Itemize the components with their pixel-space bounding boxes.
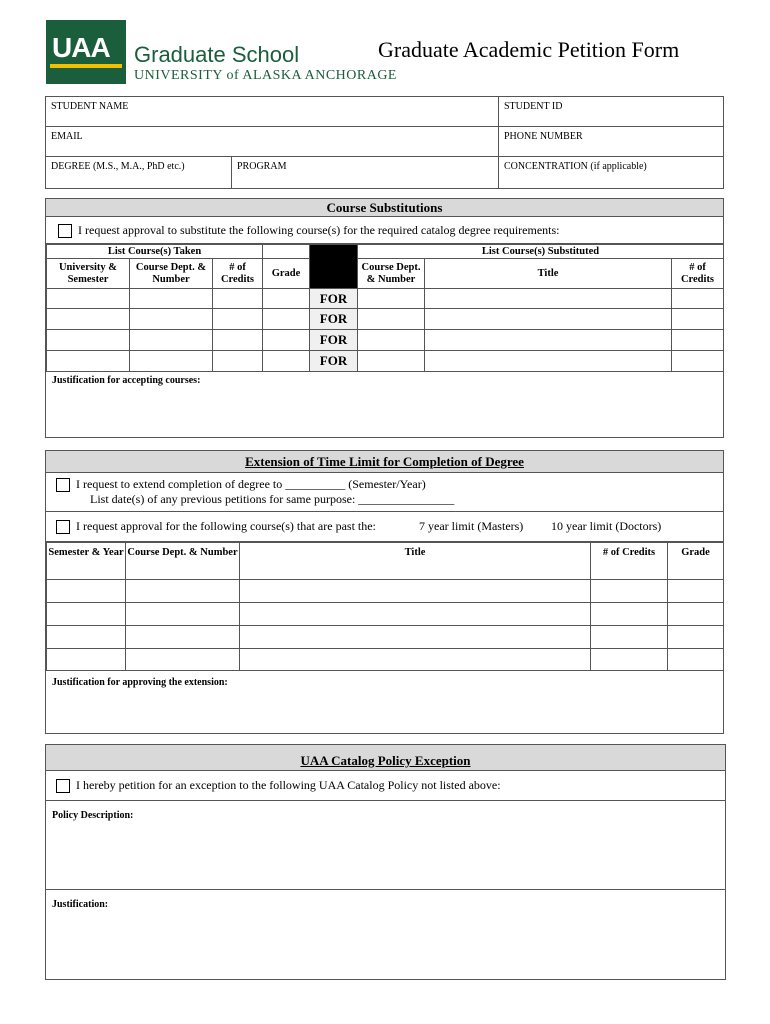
degree-field[interactable]: DEGREE (M.S., M.A., PhD etc.) [46,157,232,189]
student-id-field[interactable]: STUDENT ID [499,97,724,127]
table-cell[interactable] [425,351,672,372]
col-grade: Grade [263,259,310,289]
table-cell[interactable] [358,289,425,309]
col-sub-credits: # of Credits [672,259,724,289]
table-cell[interactable] [591,649,668,671]
table-cell[interactable] [425,330,672,351]
col-title: Title [425,259,672,289]
email-field[interactable]: EMAIL [46,127,499,157]
table-cell[interactable] [591,603,668,626]
table-row [47,626,724,649]
form-title: Graduate Academic Petition Form [378,37,680,62]
policy-description-label: Policy Description: [52,810,134,821]
substitution-table [46,244,724,372]
table-cell[interactable] [672,330,724,351]
col-title: Title [240,543,591,580]
table-row [47,603,724,626]
table-cell[interactable] [130,351,213,372]
table-cell[interactable] [47,289,130,309]
concentration-field[interactable]: CONCENTRATION (if applicable) [499,157,724,189]
table-cell[interactable] [47,580,126,603]
table-cell[interactable] [47,309,130,330]
table-cell[interactable] [358,330,425,351]
policy-exception-section [45,744,726,980]
col-course-dept-number: Course Dept. & Number [126,543,240,580]
extend-request-text: I request to extend completion of degree to __________ (Semester/Year) [76,477,426,491]
table-cell[interactable] [130,309,213,330]
table-row [47,309,724,330]
course-substitutions-section [45,198,724,438]
policy-request-row [46,771,725,801]
table-cell[interactable] [672,309,724,330]
table-cell[interactable] [213,330,263,351]
courses-taken-header: List Course(s) Taken [47,245,263,259]
policy-title [46,745,725,771]
col-grade: Grade [668,543,724,580]
table-cell[interactable] [47,649,126,671]
table-cell[interactable] [130,330,213,351]
logo-mark-text: UAA [52,32,110,63]
student-info-table [45,96,724,189]
for-label: FOR [310,351,358,372]
extension-section [45,450,724,734]
table-cell[interactable] [591,580,668,603]
table-cell[interactable] [263,309,310,330]
black-spacer-cell [310,245,358,289]
policy-description-box[interactable] [46,801,725,890]
table-row [47,580,724,603]
col-course-dept-number: Course Dept. & Number [130,259,213,289]
extension-title [46,451,723,473]
table-row [47,351,724,372]
past-limit-checkbox[interactable] [56,520,70,534]
table-cell[interactable] [240,649,591,671]
col-university-semester: University & Semester [47,259,130,289]
table-cell[interactable] [213,351,263,372]
table-cell[interactable] [130,289,213,309]
extend-request-row [46,473,723,512]
logo-mark [46,20,126,84]
table-cell[interactable] [263,289,310,309]
extension-table [46,542,724,671]
logo-university-name: UNIVERSITY of ALASKA ANCHORAGE [134,68,397,83]
col-sub-course-dept-number: Course Dept. & Number [358,259,425,289]
phone-number-field[interactable]: PHONE NUMBER [499,127,724,157]
col-credits: # of Credits [213,259,263,289]
uaa-logo [46,20,397,84]
table-cell[interactable] [668,626,724,649]
substitution-justification-label[interactable]: Justification for accepting courses: [52,375,201,386]
table-cell[interactable] [47,603,126,626]
table-cell[interactable] [47,351,130,372]
col-credits: # of Credits [591,543,668,580]
logo-school-name: Graduate School [134,42,300,67]
col-semester-year: Semester & Year [47,543,126,580]
extension-justification-label[interactable]: Justification for approving the extension: [52,677,228,688]
table-row [47,649,724,671]
table-cell[interactable] [213,289,263,309]
policy-checkbox[interactable] [56,779,70,793]
courses-substituted-header: List Course(s) Substituted [358,245,724,259]
previous-dates-text: List date(s) of any previous petitions for same purpose: ________________ [90,492,455,507]
student-name-field[interactable]: STUDENT NAME [46,97,499,127]
substitution-request-row [46,217,723,244]
program-field[interactable]: PROGRAM [232,157,499,189]
for-label: FOR [310,309,358,330]
table-cell[interactable] [240,603,591,626]
table-cell[interactable] [425,309,672,330]
for-label: FOR [310,330,358,351]
substitution-request-text: I request approval to substitute the following course(s) for the required catalog degree requirements: [78,223,560,237]
table-cell[interactable] [358,309,425,330]
masters-limit-text: 7 year limit (Masters) [419,519,524,533]
past-limit-request-row [46,512,723,542]
extension-title-text: Extension of Time Limit for Completion of Degree [245,454,524,469]
policy-justification-box[interactable] [46,890,725,982]
policy-justification-label: Justification: [52,899,109,910]
table-cell[interactable] [126,580,240,603]
substitution-checkbox[interactable] [58,224,72,238]
course-substitutions-title: Course Substitutions [46,199,723,217]
table-cell[interactable] [668,649,724,671]
table-row [47,330,724,351]
past-limit-request-text: I request approval for the following course(s) that are past the: [76,519,376,533]
table-cell[interactable] [668,603,724,626]
logo-swoosh [50,64,122,68]
table-cell[interactable] [668,580,724,603]
table-cell[interactable] [358,351,425,372]
table-cell[interactable] [213,309,263,330]
doctors-limit-text: 10 year limit (Doctors) [551,519,662,533]
table-cell[interactable] [591,626,668,649]
table-cell[interactable] [47,626,126,649]
table-cell[interactable] [47,330,130,351]
table-cell[interactable] [126,649,240,671]
table-cell[interactable] [240,580,591,603]
table-cell[interactable] [672,351,724,372]
table-cell[interactable] [263,351,310,372]
table-row [47,289,724,309]
extend-checkbox[interactable] [56,478,70,492]
policy-title-text: UAA Catalog Policy Exception [300,753,471,768]
table-cell[interactable] [126,603,240,626]
table-cell[interactable] [672,289,724,309]
table-cell[interactable] [240,626,591,649]
table-cell[interactable] [425,289,672,309]
policy-request-text: I hereby petition for an exception to the following UAA Catalog Policy not listed above: [76,778,501,792]
table-cell[interactable] [263,330,310,351]
for-label: FOR [310,289,358,309]
table-cell[interactable] [126,626,240,649]
